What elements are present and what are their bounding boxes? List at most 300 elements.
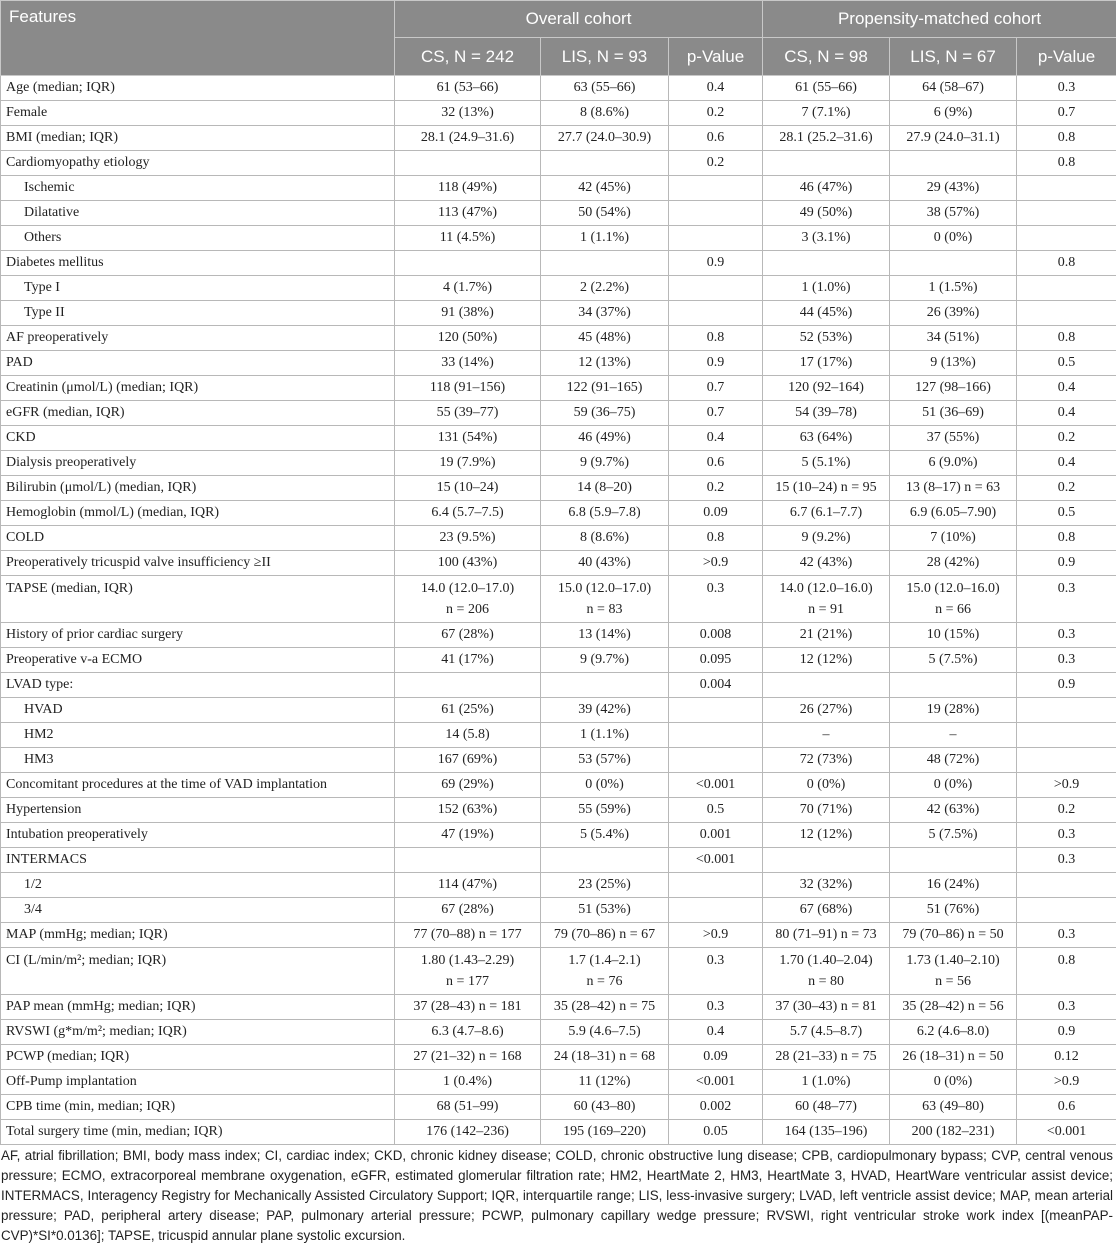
- value-cell: [669, 723, 763, 748]
- value-cell: 131 (54%): [395, 426, 541, 451]
- table-row: [1, 723, 1116, 748]
- value-cell: 28 (42%): [890, 551, 1017, 576]
- value-main: 1.70 (1.40–2.04): [779, 953, 873, 968]
- value-cell: 0.3: [1017, 648, 1116, 673]
- value-cell: 118 (91–156): [395, 376, 541, 401]
- value-n: n = 56: [935, 974, 971, 989]
- value-cell: [669, 176, 763, 201]
- value-cell: 61 (25%): [395, 698, 541, 723]
- value-cell: 3 (3.1%): [763, 226, 890, 251]
- value-cell: 0.7: [669, 401, 763, 426]
- feature-label: Diabetes mellitus: [1, 251, 395, 276]
- value-cell: 55 (59%): [541, 798, 669, 823]
- value-cell: [1017, 698, 1116, 723]
- value-cell: 127 (98–166): [890, 376, 1017, 401]
- feature-label: Hemoglobin (mmol/L) (median, IQR): [1, 501, 395, 526]
- feature-label: PCWP (median; IQR): [1, 1045, 395, 1070]
- value-cell: 0.001: [669, 823, 763, 848]
- value-cell: [669, 873, 763, 898]
- value-cell: 27.7 (24.0–30.9): [541, 126, 669, 151]
- value-cell: 23 (9.5%): [395, 526, 541, 551]
- value-cell: 0.3: [1017, 823, 1116, 848]
- value-main: 14.0 (12.0–16.0): [779, 581, 873, 596]
- value-cell: <0.001: [669, 848, 763, 873]
- value-cell: [1017, 873, 1116, 898]
- value-cell: [1017, 276, 1116, 301]
- value-cell: 0 (0%): [763, 773, 890, 798]
- value-cell: [669, 698, 763, 723]
- value-cell: 114 (47%): [395, 873, 541, 898]
- value-cell: 53 (57%): [541, 748, 669, 773]
- value-main: 0.3: [1057, 581, 1076, 596]
- table-row: [1, 1045, 1116, 1070]
- value-cell: 0.5: [1017, 351, 1116, 376]
- value-cell: 33 (14%): [395, 351, 541, 376]
- feature-label: TAPSE (median, IQR): [1, 576, 395, 623]
- value-cell: 16 (24%): [890, 873, 1017, 898]
- value-cell: [763, 948, 890, 995]
- value-cell: 11 (12%): [541, 1070, 669, 1095]
- table-row: [1, 526, 1116, 551]
- value-cell: 38 (57%): [890, 201, 1017, 226]
- value-cell: 2 (2.2%): [541, 276, 669, 301]
- value-cell: 63 (49–80): [890, 1095, 1017, 1120]
- value-cell: 11 (4.5%): [395, 226, 541, 251]
- table-row: [1, 151, 1116, 176]
- value-cell: 0.3: [669, 995, 763, 1020]
- value-cell: 0 (0%): [890, 226, 1017, 251]
- value-n: n = 66: [935, 602, 971, 617]
- value-cell: 152 (63%): [395, 798, 541, 823]
- value-cell: 5 (5.1%): [763, 451, 890, 476]
- value-cell: 0 (0%): [890, 773, 1017, 798]
- value-cell: 0.9: [1017, 673, 1116, 698]
- value-main: 1.7 (1.4–2.1): [568, 953, 641, 968]
- value-cell: 0.5: [669, 798, 763, 823]
- feature-label: 3/4: [1, 898, 395, 923]
- value-cell: 67 (68%): [763, 898, 890, 923]
- value-cell: 39 (42%): [541, 698, 669, 723]
- value-cell: 27.9 (24.0–31.1): [890, 126, 1017, 151]
- value-cell: 60 (48–77): [763, 1095, 890, 1120]
- value-cell: 0.004: [669, 673, 763, 698]
- feature-label: LVAD type:: [1, 673, 395, 698]
- value-cell: 23 (25%): [541, 873, 669, 898]
- value-cell: 34 (37%): [541, 301, 669, 326]
- value-cell: 13 (14%): [541, 623, 669, 648]
- value-cell: 0.3: [1017, 848, 1116, 873]
- value-cell: 1 (0.4%): [395, 1070, 541, 1095]
- value-cell: <0.001: [669, 773, 763, 798]
- feature-label: Total surgery time (min, median; IQR): [1, 1120, 395, 1145]
- value-cell: [669, 898, 763, 923]
- value-cell: 49 (50%): [763, 201, 890, 226]
- value-cell: 55 (39–77): [395, 401, 541, 426]
- value-n: n = 80: [808, 974, 844, 989]
- table-row: [1, 798, 1116, 823]
- table-row: [1, 648, 1116, 673]
- value-cell: 5 (7.5%): [890, 823, 1017, 848]
- table-row: [1, 451, 1116, 476]
- value-cell: 17 (17%): [763, 351, 890, 376]
- value-main: 0.3: [706, 953, 725, 968]
- value-cell: 0.7: [1017, 101, 1116, 126]
- table-row: [1, 176, 1116, 201]
- value-cell: 28.1 (24.9–31.6): [395, 126, 541, 151]
- value-cell: [395, 576, 541, 623]
- value-cell: 27 (21–32) n = 168: [395, 1045, 541, 1070]
- value-cell: 5.7 (4.5–8.7): [763, 1020, 890, 1045]
- value-main: 15.0 (12.0–17.0): [557, 581, 652, 596]
- table-row: [1, 476, 1116, 501]
- value-cell: 42 (63%): [890, 798, 1017, 823]
- value-cell: 0.3: [1017, 623, 1116, 648]
- feature-label: BMI (median; IQR): [1, 126, 395, 151]
- value-cell: >0.9: [1017, 773, 1116, 798]
- value-cell: 0.6: [669, 126, 763, 151]
- value-cell: 21 (21%): [763, 623, 890, 648]
- value-cell: [890, 576, 1017, 623]
- value-cell: 0.8: [669, 526, 763, 551]
- value-cell: [669, 948, 763, 995]
- value-cell: 12 (12%): [763, 823, 890, 848]
- value-cell: 164 (135–196): [763, 1120, 890, 1145]
- value-cell: >0.9: [669, 551, 763, 576]
- value-cell: 0.3: [1017, 995, 1116, 1020]
- value-cell: [763, 848, 890, 873]
- table-row: [1, 201, 1116, 226]
- features-header: Features: [1, 1, 395, 76]
- value-cell: <0.001: [1017, 1120, 1116, 1145]
- feature-label: CKD: [1, 426, 395, 451]
- value-main: 15.0 (12.0–16.0): [906, 581, 1000, 596]
- value-cell: 6.3 (4.7–8.6): [395, 1020, 541, 1045]
- value-n: n = 83: [586, 602, 623, 617]
- value-cell: 63 (55–66): [541, 76, 669, 101]
- value-cell: 1 (1.0%): [763, 1070, 890, 1095]
- value-cell: 122 (91–165): [541, 376, 669, 401]
- value-cell: 80 (71–91) n = 73: [763, 923, 890, 948]
- value-cell: 1 (1.0%): [763, 276, 890, 301]
- value-cell: 0.8: [1017, 251, 1116, 276]
- value-cell: 50 (54%): [541, 201, 669, 226]
- value-n: n = 91: [808, 602, 844, 617]
- value-cell: [763, 576, 890, 623]
- overall-cohort-header: Overall cohort: [395, 1, 763, 38]
- value-cell: [1017, 948, 1116, 995]
- value-cell: 9 (13%): [890, 351, 1017, 376]
- value-cell: 79 (70–86) n = 67: [541, 923, 669, 948]
- value-cell: 6.8 (5.9–7.8): [541, 501, 669, 526]
- value-cell: 167 (69%): [395, 748, 541, 773]
- table-row: [1, 673, 1116, 698]
- value-cell: [763, 151, 890, 176]
- table-row: [1, 401, 1116, 426]
- table-row: [1, 126, 1116, 151]
- value-cell: 12 (13%): [541, 351, 669, 376]
- value-cell: [669, 201, 763, 226]
- value-cell: 195 (169–220): [541, 1120, 669, 1145]
- value-cell: 0.7: [669, 376, 763, 401]
- value-cell: 0.8: [669, 326, 763, 351]
- value-cell: 14 (5.8): [395, 723, 541, 748]
- value-cell: 120 (50%): [395, 326, 541, 351]
- feature-label: Dialysis preoperatively: [1, 451, 395, 476]
- value-cell: [541, 151, 669, 176]
- feature-label: HM3: [1, 748, 395, 773]
- value-cell: 0.2: [1017, 426, 1116, 451]
- value-cell: [395, 673, 541, 698]
- value-cell: 19 (28%): [890, 698, 1017, 723]
- feature-label: HM2: [1, 723, 395, 748]
- value-cell: 120 (92–164): [763, 376, 890, 401]
- value-cell: 51 (53%): [541, 898, 669, 923]
- value-cell: 10 (15%): [890, 623, 1017, 648]
- value-cell: 1 (1.1%): [541, 723, 669, 748]
- value-cell: [541, 251, 669, 276]
- value-cell: 15 (10–24): [395, 476, 541, 501]
- value-cell: 14 (8–20): [541, 476, 669, 501]
- value-cell: 100 (43%): [395, 551, 541, 576]
- value-cell: 51 (76%): [890, 898, 1017, 923]
- value-cell: 0.095: [669, 648, 763, 673]
- value-cell: 64 (58–67): [890, 76, 1017, 101]
- value-cell: 26 (27%): [763, 698, 890, 723]
- value-cell: 1 (1.5%): [890, 276, 1017, 301]
- table-row: [1, 773, 1116, 798]
- value-cell: 0.2: [669, 101, 763, 126]
- feature-label: Age (median; IQR): [1, 76, 395, 101]
- value-cell: >0.9: [669, 923, 763, 948]
- value-cell: 176 (142–236): [395, 1120, 541, 1145]
- value-cell: 42 (45%): [541, 176, 669, 201]
- header-row-groups: [1, 1, 1116, 38]
- value-cell: –: [763, 723, 890, 748]
- value-cell: 5.9 (4.6–7.5): [541, 1020, 669, 1045]
- value-cell: 6.4 (5.7–7.5): [395, 501, 541, 526]
- value-cell: 7 (7.1%): [763, 101, 890, 126]
- value-cell: <0.001: [669, 1070, 763, 1095]
- value-cell: 52 (53%): [763, 326, 890, 351]
- feature-label: Intubation preoperatively: [1, 823, 395, 848]
- value-cell: 45 (48%): [541, 326, 669, 351]
- value-cell: [669, 301, 763, 326]
- value-cell: 0.4: [669, 426, 763, 451]
- value-cell: 0.8: [1017, 326, 1116, 351]
- value-cell: [669, 576, 763, 623]
- feature-label: Bilirubin (μmol/L) (median, IQR): [1, 476, 395, 501]
- value-cell: 47 (19%): [395, 823, 541, 848]
- value-cell: 54 (39–78): [763, 401, 890, 426]
- value-cell: 118 (49%): [395, 176, 541, 201]
- value-cell: 9 (9.2%): [763, 526, 890, 551]
- value-cell: 19 (7.9%): [395, 451, 541, 476]
- value-cell: [1017, 226, 1116, 251]
- value-cell: 59 (36–75): [541, 401, 669, 426]
- feature-label: Dilatative: [1, 201, 395, 226]
- value-cell: 0 (0%): [890, 1070, 1017, 1095]
- value-cell: 48 (72%): [890, 748, 1017, 773]
- value-cell: 5 (5.4%): [541, 823, 669, 848]
- table-row: [1, 948, 1116, 995]
- table-row: [1, 351, 1116, 376]
- column-header: CS, N = 242: [395, 38, 541, 76]
- value-cell: 6 (9%): [890, 101, 1017, 126]
- feature-label: Ischemic: [1, 176, 395, 201]
- value-cell: 9 (9.7%): [541, 648, 669, 673]
- table-row: [1, 623, 1116, 648]
- value-cell: 0.9: [1017, 1020, 1116, 1045]
- value-cell: 0.09: [669, 501, 763, 526]
- value-cell: [1017, 748, 1116, 773]
- table-row: [1, 1120, 1116, 1145]
- value-cell: 0.8: [1017, 526, 1116, 551]
- table-row: [1, 501, 1116, 526]
- table-row: [1, 848, 1116, 873]
- value-cell: 0.2: [1017, 798, 1116, 823]
- value-cell: 28.1 (25.2–31.6): [763, 126, 890, 151]
- value-cell: 0.6: [1017, 1095, 1116, 1120]
- feature-label: History of prior cardiac surgery: [1, 623, 395, 648]
- table-body: [1, 76, 1116, 1145]
- value-cell: 0.8: [1017, 126, 1116, 151]
- feature-label: INTERMACS: [1, 848, 395, 873]
- value-n: n = 76: [586, 974, 623, 989]
- value-cell: 0.9: [1017, 551, 1116, 576]
- value-cell: [890, 251, 1017, 276]
- value-cell: [890, 673, 1017, 698]
- value-cell: >0.9: [1017, 1070, 1116, 1095]
- value-cell: 6 (9.0%): [890, 451, 1017, 476]
- value-cell: 5 (7.5%): [890, 648, 1017, 673]
- column-header: LIS, N = 67: [890, 38, 1017, 76]
- value-cell: 0.2: [669, 476, 763, 501]
- feature-label: COLD: [1, 526, 395, 551]
- value-cell: 0.3: [1017, 76, 1116, 101]
- value-cell: 0.05: [669, 1120, 763, 1145]
- feature-label: Female: [1, 101, 395, 126]
- table-row: [1, 426, 1116, 451]
- value-cell: 200 (182–231): [890, 1120, 1017, 1145]
- value-cell: 0.4: [669, 76, 763, 101]
- column-header: p-Value: [669, 38, 763, 76]
- value-cell: 0.9: [669, 251, 763, 276]
- value-cell: 70 (71%): [763, 798, 890, 823]
- value-cell: 0.6: [669, 451, 763, 476]
- feature-label: HVAD: [1, 698, 395, 723]
- value-cell: 0.8: [1017, 151, 1116, 176]
- value-cell: [395, 251, 541, 276]
- value-cell: [1017, 301, 1116, 326]
- value-cell: 13 (8–17) n = 63: [890, 476, 1017, 501]
- value-cell: 68 (51–99): [395, 1095, 541, 1120]
- value-cell: [669, 276, 763, 301]
- value-cell: [1017, 201, 1116, 226]
- value-cell: 46 (47%): [763, 176, 890, 201]
- matched-cohort-header: Propensity-matched cohort: [763, 1, 1116, 38]
- feature-label: Hypertension: [1, 798, 395, 823]
- value-cell: 24 (18–31) n = 68: [541, 1045, 669, 1070]
- feature-label: MAP (mmHg; median; IQR): [1, 923, 395, 948]
- value-cell: 61 (53–66): [395, 76, 541, 101]
- value-cell: 0.2: [1017, 476, 1116, 501]
- table-row: [1, 1020, 1116, 1045]
- value-cell: 67 (28%): [395, 623, 541, 648]
- value-cell: 32 (13%): [395, 101, 541, 126]
- value-cell: 37 (28–43) n = 181: [395, 995, 541, 1020]
- value-cell: 12 (12%): [763, 648, 890, 673]
- value-cell: 0.002: [669, 1095, 763, 1120]
- value-cell: 0.9: [669, 351, 763, 376]
- value-cell: 0.4: [1017, 451, 1116, 476]
- value-cell: 0.008: [669, 623, 763, 648]
- table-header: [1, 1, 1116, 76]
- value-cell: –: [890, 723, 1017, 748]
- value-cell: [669, 748, 763, 773]
- table-row: [1, 748, 1116, 773]
- table-row: [1, 76, 1116, 101]
- table-row: [1, 995, 1116, 1020]
- table-row: [1, 326, 1116, 351]
- table-row: [1, 698, 1116, 723]
- value-cell: 79 (70–86) n = 50: [890, 923, 1017, 948]
- table-row: [1, 1070, 1116, 1095]
- value-cell: [1017, 898, 1116, 923]
- value-cell: 6.7 (6.1–7.7): [763, 501, 890, 526]
- value-cell: 9 (9.7%): [541, 451, 669, 476]
- value-cell: 6.2 (4.6–8.0): [890, 1020, 1017, 1045]
- value-cell: 67 (28%): [395, 898, 541, 923]
- value-cell: 4 (1.7%): [395, 276, 541, 301]
- value-cell: 51 (36–69): [890, 401, 1017, 426]
- value-cell: 0.4: [1017, 401, 1116, 426]
- value-cell: [395, 848, 541, 873]
- value-cell: [541, 848, 669, 873]
- value-cell: 8 (8.6%): [541, 526, 669, 551]
- table-row: [1, 1095, 1116, 1120]
- value-cell: 0.09: [669, 1045, 763, 1070]
- table-row: [1, 923, 1116, 948]
- value-cell: [1017, 723, 1116, 748]
- value-cell: 60 (43–80): [541, 1095, 669, 1120]
- feature-label: RVSWI (g*m/m²; median; IQR): [1, 1020, 395, 1045]
- value-n: n = 177: [446, 974, 489, 989]
- feature-label: Off-Pump implantation: [1, 1070, 395, 1095]
- table-row: [1, 251, 1116, 276]
- value-cell: 15 (10–24) n = 95: [763, 476, 890, 501]
- value-cell: 40 (43%): [541, 551, 669, 576]
- feature-label: PAD: [1, 351, 395, 376]
- value-cell: 32 (32%): [763, 873, 890, 898]
- value-cell: 26 (39%): [890, 301, 1017, 326]
- value-cell: [395, 151, 541, 176]
- column-header: p-Value: [1017, 38, 1116, 76]
- feature-label: CPB time (min, median; IQR): [1, 1095, 395, 1120]
- value-cell: [669, 226, 763, 251]
- value-n: n = 206: [446, 602, 489, 617]
- value-cell: [763, 673, 890, 698]
- value-cell: 0.4: [669, 1020, 763, 1045]
- feature-label: Type I: [1, 276, 395, 301]
- value-main: 0.8: [1057, 953, 1076, 968]
- feature-label: Others: [1, 226, 395, 251]
- table-row: [1, 576, 1116, 623]
- value-cell: 0.4: [1017, 376, 1116, 401]
- value-cell: [395, 948, 541, 995]
- value-cell: 63 (64%): [763, 426, 890, 451]
- feature-label: PAP mean (mmHg; median; IQR): [1, 995, 395, 1020]
- value-cell: 0.12: [1017, 1045, 1116, 1070]
